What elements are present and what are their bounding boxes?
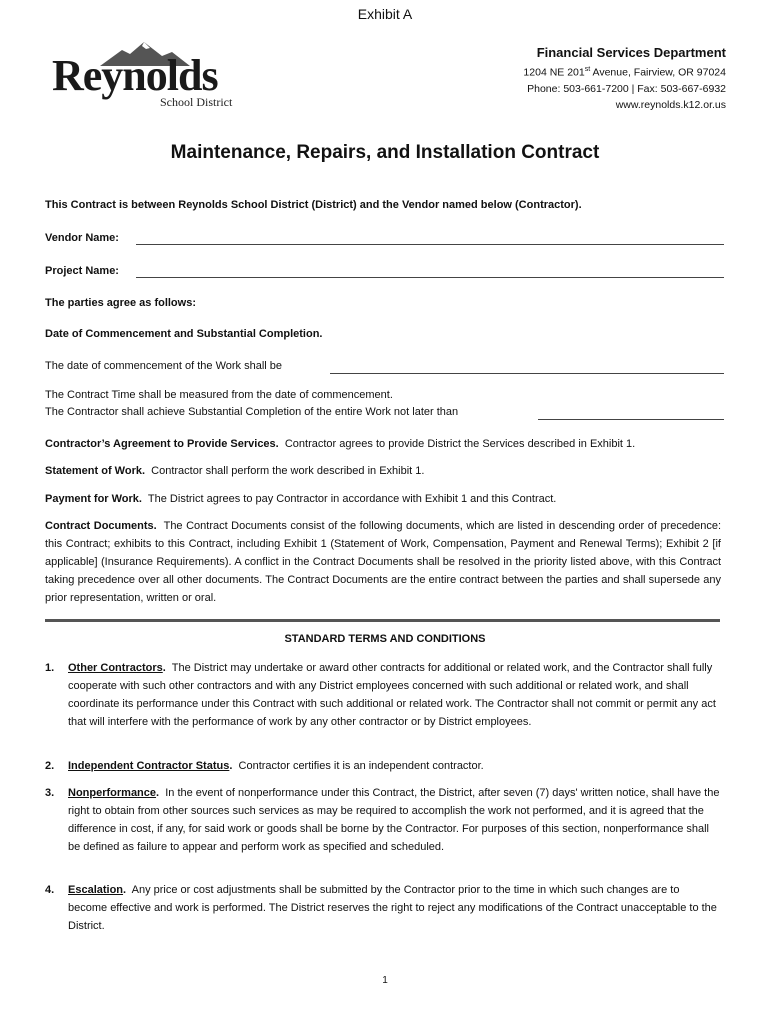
substantial-completion-text: The Contractor shall achieve Substantial Completion of the entire Work not later than bbox=[45, 406, 459, 418]
vendor-name-field[interactable] bbox=[136, 244, 724, 245]
district-logo bbox=[52, 40, 252, 112]
services-paragraph: Contractor’s Agreement to Provide Services. Contractor agrees to provide District the Services described in Exhibit 1. bbox=[45, 438, 636, 450]
contract-title: Maintenance, Repairs, and Installation Contract bbox=[170, 142, 600, 163]
term-item: 1. Other Contractors. The District may undertake or award other contracts for additional or related work, and the Contractor shall fully cooperate with such other contractors and with any District employees concerned with such additional or related work, and shall coordinate its performance under this Contract with such additional or related work. The Contractor shall not commit or permit any act that will interfere with the performance of work by any other contractor or by District employees. bbox=[45, 662, 716, 728]
date-heading: Date of Commencement and Substantial Completion. bbox=[45, 328, 323, 340]
payment-paragraph: Payment for Work. The District agrees to pay Contractor in accordance with Exhibit 1 and this Contract. bbox=[45, 493, 557, 505]
completion-date-field[interactable] bbox=[538, 419, 724, 420]
term-item: 2. Independent Contractor Status. Contractor certifies it is an independent contractor. bbox=[45, 760, 484, 772]
term-item: 3. Nonperformance. In the event of nonperformance under this Contract, the District, after seven (7) days' written notice, shall have the right to obtain from other sources such services as may be required to accomplish the work not performed, and it is agreed that the difference in cost, if any, for said work or goods shall be borne by the Contractor. For purposes of this section, nonperformance shall be defined as failure to appear and perform work as specified and scheduled. bbox=[45, 787, 720, 853]
exhibit-label: Exhibit A bbox=[357, 6, 413, 22]
page-number: 1 bbox=[382, 975, 388, 986]
intro-text: This Contract is between Reynolds School District (District) and the Vendor named below (Contractor). bbox=[45, 199, 582, 211]
department-website: www.reynolds.k12.or.us bbox=[615, 98, 726, 111]
vendor-name-label: Vendor Name: bbox=[45, 232, 119, 244]
commencement-date-field[interactable] bbox=[330, 373, 724, 374]
statement-paragraph: Statement of Work. Contractor shall perform the work described in Exhibit 1. bbox=[45, 465, 425, 477]
section-divider bbox=[45, 619, 720, 622]
logo-subtitle: School District bbox=[160, 95, 233, 109]
project-name-label: Project Name: bbox=[45, 265, 119, 277]
project-name-field[interactable] bbox=[136, 277, 724, 278]
documents-paragraph: Contract Documents. The Contract Documents consist of the following documents, which are listed in descending order of precedence: this Contract; exhibits to this Contract, including Exhibit 1 (Statement of Work, Compensation, Payment and Renewal Terms); Exhibit 2 [if applicable] (Insurance Requirements). A conflict in the Contract Documents shall be resolved in the priority listed above, with this Contract taking precedence over all other documents. The Contract Documents are the entire contract between the parties and shall supersede any prior representation, written or oral. bbox=[45, 520, 721, 604]
parties-text: The parties agree as follows: bbox=[45, 297, 196, 309]
department-phone-fax: Phone: 503-661-7200 | Fax: 503-667-6932 bbox=[527, 82, 726, 95]
commencement-text: The date of commencement of the Work shall be bbox=[45, 360, 283, 372]
term-item: 4. Escalation. Any price or cost adjustments shall be submitted by the Contractor prior to the time in which such changes are to become effective and work is performed. The District reserves the right to reject any modifications of the Contract unacceptable to the District. bbox=[45, 884, 717, 932]
contract-time-text: The Contract Time shall be measured from the date of commencement. bbox=[45, 389, 393, 401]
department-name: Financial Services Department bbox=[536, 45, 726, 60]
terms-heading: STANDARD TERMS AND CONDITIONS bbox=[284, 633, 486, 645]
department-address: 1204 NE 201st Avenue, Fairview, OR 97024 bbox=[523, 66, 726, 79]
department-info bbox=[523, 44, 726, 113]
logo-wordmark: Reynolds bbox=[52, 51, 218, 100]
